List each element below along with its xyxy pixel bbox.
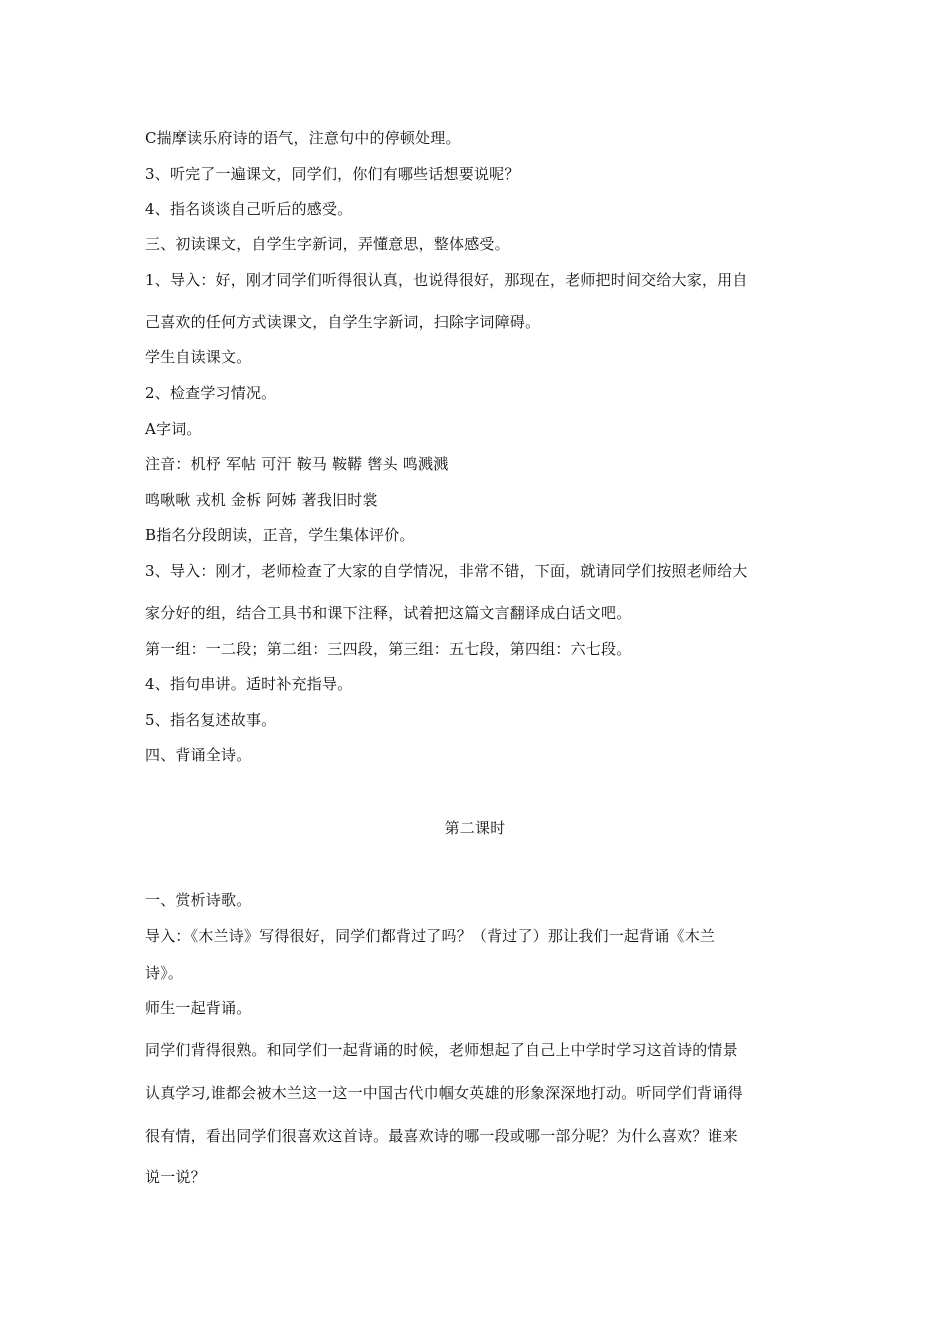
- section-heading: 四、背诵全诗。: [145, 746, 252, 764]
- lesson-title: 第二课时: [444, 819, 506, 837]
- text-line: 家分好的组，结合工具书和课下注释，试着把这篇文言翻译成白话文吧。: [145, 604, 632, 622]
- text-line: C揣摩读乐府诗的语气，注意句中的停顿处理。: [145, 129, 461, 147]
- text-line: 学生自读课文。: [145, 348, 252, 366]
- text-line: 很有情，看出同学们很喜欢这首诗。最喜欢诗的哪一段或哪一部分呢？为什么喜欢？谁来: [145, 1127, 738, 1145]
- text-line: 同学们背得很熟。和同学们一起背诵的时候，老师想起了自己上中学时学习这首诗的情景: [145, 1041, 738, 1059]
- text-line: B指名分段朗读，正音，学生集体评价。: [145, 526, 415, 544]
- text-line: A字词。: [145, 420, 202, 438]
- text-line: 注音：机杼 军帖 可汗 鞍马 鞍鞯 辔头 鸣溅溅: [145, 455, 449, 473]
- text-line: 2、检查学习情况。: [145, 384, 277, 402]
- text-line: 3、导入：刚才，老师检查了大家的自学情况，非常不错，下面，就请同学们按照老师给大: [145, 562, 748, 580]
- text-line: 第一组：一二段；第二组：三四段，第三组：五七段，第四组：六七段。: [145, 640, 632, 658]
- text-line: 师生一起背诵。: [145, 999, 252, 1017]
- text-line: 4、指句串讲。适时补充指导。: [145, 675, 353, 693]
- section-heading: 一、赏析诗歌。: [145, 891, 252, 909]
- section-heading: 三、初读课文，自学生字新词，弄懂意思，整体感受。: [145, 235, 510, 253]
- text-line: 1、导入：好，刚才同学们听得很认真，也说得很好，那现在，老师把时间交给大家，用自: [145, 271, 748, 289]
- text-line: 说一说？: [145, 1168, 206, 1186]
- text-line: 认真学习,谁都会被木兰这一这一中国古代巾帼女英雄的形象深深地打动。听同学们背诵得: [145, 1084, 743, 1102]
- text-line: 导入：《木兰诗》写得很好，同学们都背过了吗？（背过了）那让我们一起背诵《木兰: [145, 927, 716, 945]
- text-line: 诗》。: [145, 964, 184, 982]
- text-line: 3、听完了一遍课文，同学们，你们有哪些话想要说呢？: [145, 165, 520, 183]
- text-line: 5、指名复述故事。: [145, 711, 277, 729]
- text-line: 鸣啾啾 戎机 金柝 阿姊 著我旧时裳: [145, 491, 378, 509]
- text-line: 己喜欢的任何方式读课文，自学生字新词，扫除字词障碍。: [145, 313, 541, 331]
- text-line: 4、指名谈谈自己听后的感受。: [145, 200, 353, 218]
